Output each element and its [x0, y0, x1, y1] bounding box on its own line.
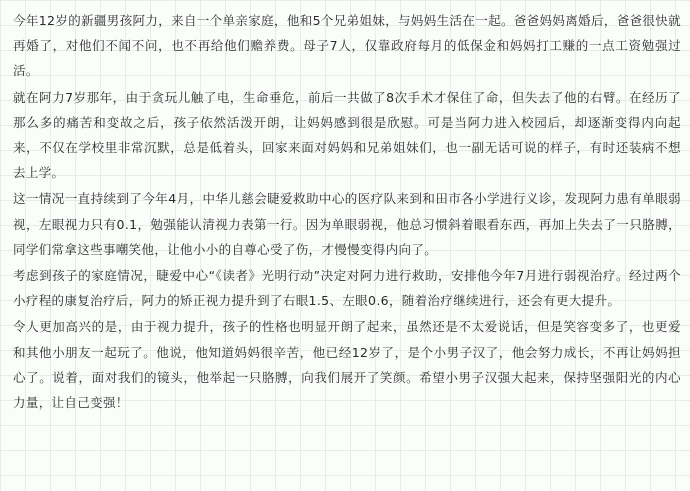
- article-body: [13, 8, 681, 416]
- paragraph-family-background: 今年12岁的新疆男孩阿力，来自一个单亲家庭，他和5个兄弟姐妹，与妈妈生活在一起。爸爸妈妈离婚后，爸爸很快就再婚了，对他们不闻不问，也不再给他们赡养费。母子7人，仅靠政府每月的低保金和妈妈打工赚的一点工资勉强过活。: [13, 13, 681, 79]
- paragraph-outcome: 令人更加高兴的是，由于视力提升，孩子的性格也明显开朗了起来，虽然还是不太爱说话，但是笑容变多了，也更爱和其他小朋友一起玩了。他说，他知道妈妈很辛苦，他已经12岁了，是个小男子汉了，他会努力成长，不再让妈妈担心了。说着，面对我们的镜头，他举起一只胳膊，向我们展开了笑颜。希望小男子汉强大起来，保持坚强阳光的内心力量，让自己变强！: [13, 319, 681, 411]
- paragraph-treatment: 考虑到孩子的家庭情况，睫爱中心“《读者》光明行动”决定对阿力进行救助，安排他今年7月进行弱视治疗。经过两个小疗程的康复治疗后，阿力的矫正视力提升到了右眼1.5、左眼0.6，随着治疗继续进行，还会有更大提升。: [13, 268, 681, 309]
- paragraph-diagnosis: 这一情况一直持续到了今年4月，中华儿慈会睫爱救助中心的医疗队来到和田市各小学进行义诊，发现阿力患有单眼弱视，左眼视力只有0.1，勉强能认清视力表第一行。因为单眼弱视，他总习惯斜着眼看东西，再加上失去了一只胳膊，同学们常拿这些事嘲笑他，让他小小的自尊心受了伤，才慢慢变得内向了。: [13, 191, 681, 257]
- paragraph-accident: 就在阿力7岁那年，由于贪玩儿触了电，生命垂危，前后一共做了8次手术才保住了命，但失去了他的右臂。在经历了那么多的痛苦和变故之后，孩子依然活泼开朗，让妈妈感到很是欣慰。可是当阿力进入校园后，却逐渐变得内向起来，不仅在学校里非常沉默，总是低着头，回家来面对妈妈和兄弟姐妹们，也一副无话可说的样子，有时还装病不想去上学。: [13, 89, 681, 181]
